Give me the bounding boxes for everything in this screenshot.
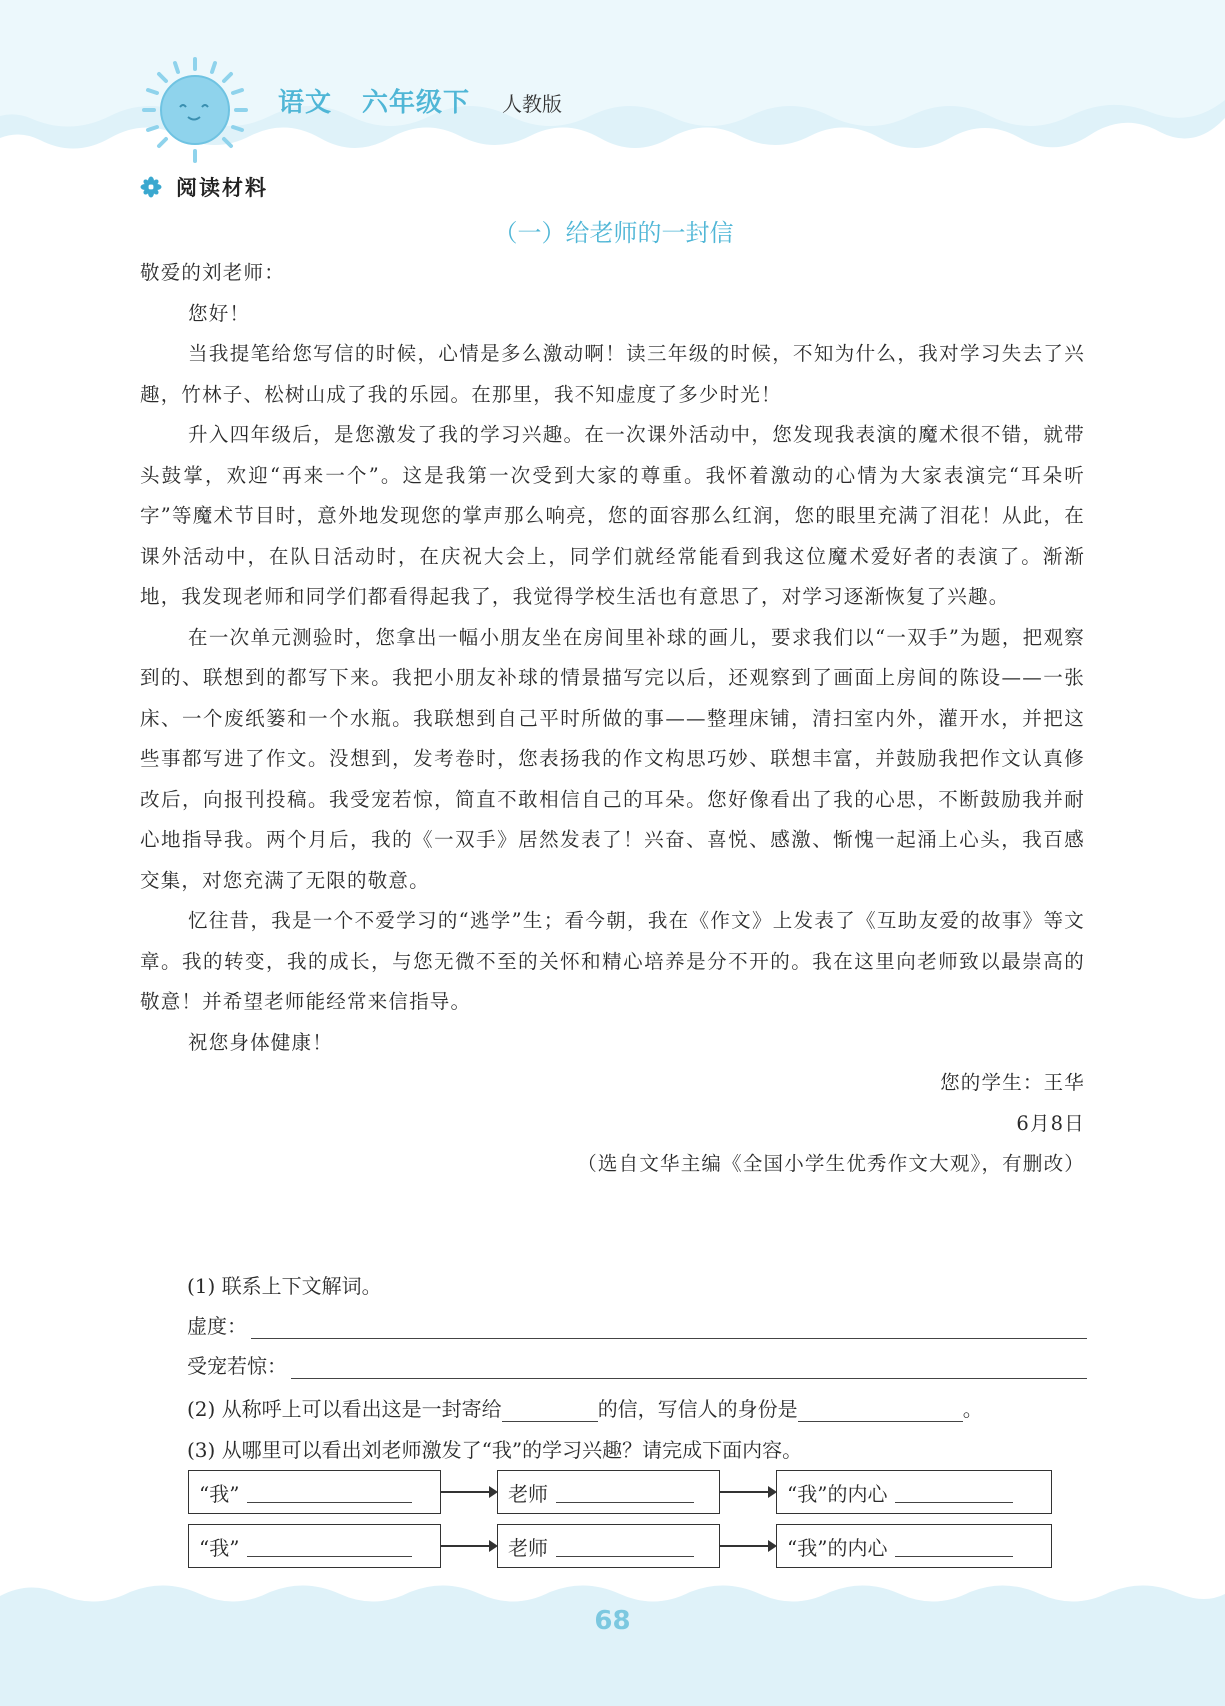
flow-box-heart xyxy=(776,1524,1052,1568)
section-label: 阅读材料 xyxy=(176,176,268,200)
flow-box-teacher xyxy=(497,1524,720,1568)
flow-box-label: 老师 xyxy=(508,1535,548,1560)
flow-box-label: “我”的内心 xyxy=(787,1481,888,1506)
question-3-prompt: (3) 从哪里可以看出刘老师激发了“我”的学习兴趣？请完成下面内容。 xyxy=(187,1438,803,1462)
answer-blank[interactable] xyxy=(895,1482,1013,1503)
letter-paragraph: 忆往昔，我是一个不爱学习的“逃学”生；看今朝，我在《作文》上发表了《互助友爱的故事》等文章。我的转变，我的成长，与您无微不至的关怀和精心培养是分不开的。我在这里向老师致以最崇高的敬意！并希望老师能经常来信指导。 xyxy=(140,909,1085,1013)
answer-blank[interactable] xyxy=(247,1482,412,1503)
answer-blank[interactable] xyxy=(247,1536,412,1557)
term-label: 受宠若惊： xyxy=(187,1354,287,1378)
header-subject: 语文 xyxy=(278,88,333,118)
letter-signature: 您的学生：王华 xyxy=(940,1071,1085,1094)
flow-box-label: “我”的内心 xyxy=(787,1535,888,1560)
source-citation: （选自文华主编《全国小学生优秀作文大观》，有删改） xyxy=(577,1152,1085,1175)
sun-mascot-icon xyxy=(140,55,250,165)
question-2-part2: 的信，写信人的身份是 xyxy=(597,1397,798,1421)
footer-wave-decoration xyxy=(0,1580,1225,1706)
question-1-term2-row xyxy=(187,1350,1087,1379)
flow-box-label: 老师 xyxy=(508,1481,548,1506)
letter-date: 6月8日 xyxy=(1016,1111,1085,1135)
flow-box-heart xyxy=(776,1470,1052,1514)
flow-box-label: “我” xyxy=(199,1481,240,1506)
flow-box-teacher xyxy=(497,1470,720,1514)
answer-blank[interactable] xyxy=(502,1401,598,1422)
flow-arrow xyxy=(441,1545,496,1547)
question-2-part1: (2) 从称呼上可以看出这是一封寄给 xyxy=(187,1397,502,1421)
question-2 xyxy=(187,1393,1087,1422)
letter-closing: 祝您身体健康！ xyxy=(188,1030,333,1054)
flow-box-me xyxy=(188,1524,441,1568)
article-title-text: （一）给老师的一封信 xyxy=(493,219,734,247)
flower-icon xyxy=(140,176,162,198)
answer-blank[interactable] xyxy=(291,1356,1087,1379)
flow-arrow xyxy=(720,1545,775,1547)
letter-paragraph: 在一次单元测验时，您拿出一幅小朋友坐在房间里补球的画儿，要求我们以“一双手”为题，把观察到的、联想到的都写下来。我把小朋友补球的情景描写完以后，还观察到了画面上房间的陈设——一张床、一个废纸篓和一个水瓶。我联想到自己平时所做的事——整理床铺，清扫室内外，灌开水，并把这些事都写进了作文。没想到，发考卷时，您表扬我的作文构思巧妙、联想丰富，并鼓励我把作文认真修改后，向报刊投稿。我受宠若惊，简直不敢相信自己的耳朵。您好像看出了我的心思，不断鼓励我并耐心地指导我。两个月后，我的《一双手》居然发表了！兴奋、喜悦、感激、惭愧一起涌上心头，我百感交集，对您充满了无限的敬意。 xyxy=(140,625,1085,892)
question-1-prompt: (1) 联系上下文解词。 xyxy=(187,1274,382,1298)
answer-blank[interactable] xyxy=(556,1482,694,1503)
letter-paragraph: 当我提笔给您写信的时候，心情是多么激动啊！读三年级的时候，不知为什么，我对学习失去了兴趣，竹林子、松树山成了我的乐园。在那里，我不知虚度了多少时光！ xyxy=(140,342,1085,406)
letter-salutation: 敬爱的刘老师： xyxy=(140,261,285,284)
header-grade: 六年级下 xyxy=(362,88,471,118)
section-heading xyxy=(140,172,268,202)
article-title xyxy=(0,213,1225,248)
answer-blank[interactable] xyxy=(251,1316,1087,1339)
question-2-part3: 。 xyxy=(962,1397,983,1421)
question-1-term1-row xyxy=(187,1310,1087,1339)
answer-blank[interactable] xyxy=(895,1536,1013,1557)
page-number: 68 xyxy=(594,1606,631,1636)
flow-box-label: “我” xyxy=(199,1535,240,1560)
letter-greeting: 您好！ xyxy=(188,301,251,325)
flow-arrow xyxy=(720,1491,775,1493)
flow-box-me xyxy=(188,1470,441,1514)
answer-blank[interactable] xyxy=(556,1536,694,1557)
letter-body xyxy=(140,253,1085,1185)
answer-blank[interactable] xyxy=(798,1401,963,1422)
header-edition: 人教版 xyxy=(502,92,562,116)
letter-paragraph: 升入四年级后，是您激发了我的学习兴趣。在一次课外活动中，您发现我表演的魔术很不错，就带头鼓掌，欢迎“再来一个”。这是我第一次受到大家的尊重。我怀着激动的心情为大家表演完“耳朵听字”等魔术节目时，意外地发现您的掌声那么响亮，您的面容那么红润，您的眼里充满了泪花！从此，在课外活动中，在队日活动时，在庆祝大会上，同学们就经常能看到我这位魔术爱好者的表演了。渐渐地，我发现老师和同学们都看得起我了，我觉得学校生活也有意思了，对学习逐渐恢复了兴趣。 xyxy=(140,423,1085,608)
flow-arrow xyxy=(441,1491,496,1493)
term-label: 虚度： xyxy=(187,1314,247,1338)
